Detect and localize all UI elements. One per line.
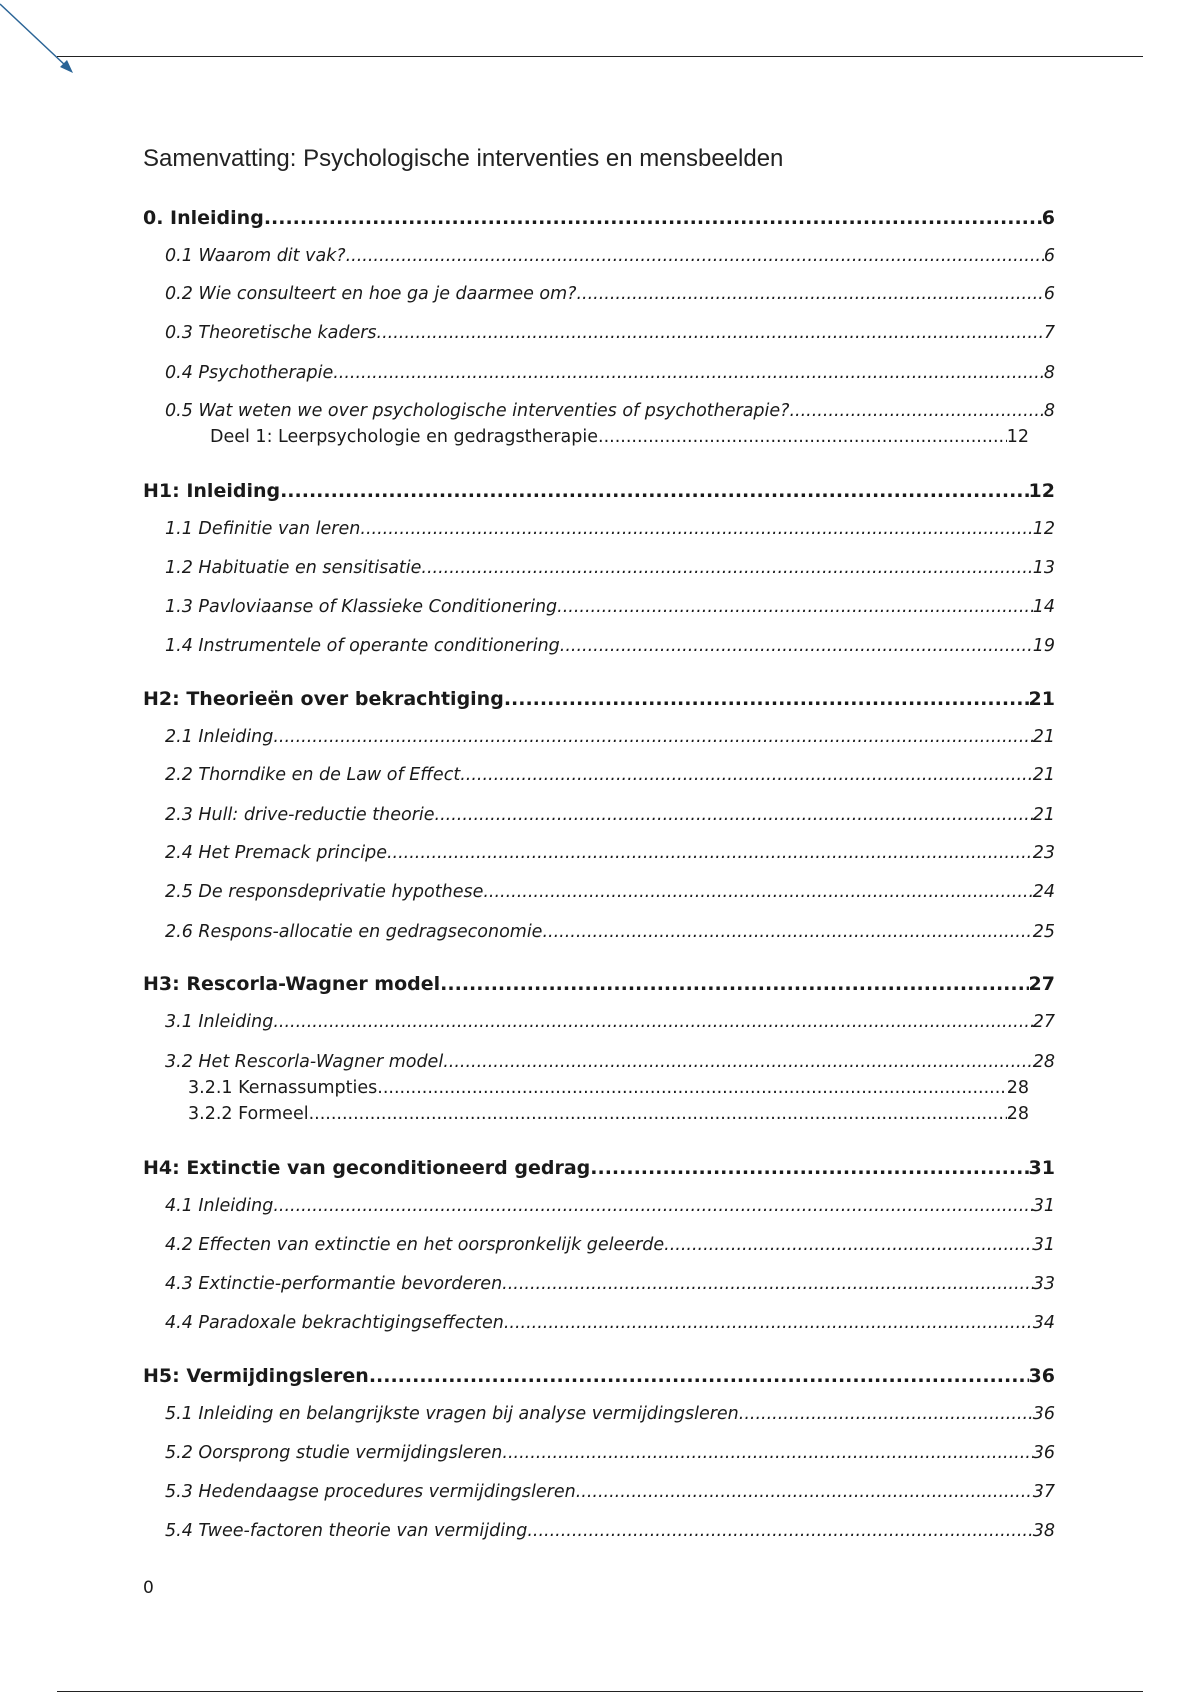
dot-leader xyxy=(421,558,1032,579)
toc-entry-label: 4.4 Paradoxale bekrachtigingseffecten xyxy=(165,1313,504,1333)
dot-leader xyxy=(346,246,1044,267)
toc-entry-label: 4.2 Effecten van extinctie en het oorspronkelijk geleerde xyxy=(165,1235,665,1255)
dot-leader xyxy=(333,363,1044,384)
toc-entry-label: 1.3 Pavloviaanse of Klassieke Conditionering xyxy=(165,597,558,617)
toc-entry-5-3[interactable] xyxy=(165,1482,1055,1503)
dot-leader xyxy=(280,480,1028,503)
toc-entry-page: 21 xyxy=(1032,805,1055,825)
toc-entry-label: 1.1 Definitie van leren xyxy=(165,519,361,539)
toc-entry-0-1[interactable] xyxy=(165,246,1055,267)
dot-leader xyxy=(273,1012,1032,1033)
toc-entry-chapter-0[interactable] xyxy=(143,207,1055,230)
toc-entry-1-3[interactable] xyxy=(165,597,1055,618)
dot-leader xyxy=(369,1365,1029,1388)
dot-leader xyxy=(542,922,1032,943)
toc-entry-label: H2: Theorieën over bekrachtiging xyxy=(143,688,504,710)
dot-leader xyxy=(576,1482,1033,1503)
toc-entry-page: 33 xyxy=(1032,1274,1055,1294)
toc-entry-label: 0.4 Psychotherapie xyxy=(165,363,334,383)
dot-leader xyxy=(273,1196,1032,1217)
dot-leader xyxy=(387,843,1033,864)
toc-entry-label: H4: Extinctie van geconditioneerd gedrag xyxy=(143,1157,591,1179)
dot-leader xyxy=(309,1104,1007,1125)
toc-entry-2-2[interactable] xyxy=(165,765,1055,786)
page-number: 0 xyxy=(143,1578,154,1598)
footer-rule xyxy=(57,1691,1143,1692)
toc-entry-label: 1.2 Habituatie en sensitisatie xyxy=(165,558,422,578)
toc-entry-page: 7 xyxy=(1043,323,1055,343)
toc-entry-3-2-1[interactable] xyxy=(188,1078,1029,1099)
toc-entry-chapter-1[interactable] xyxy=(143,480,1055,503)
toc-entry-page: 19 xyxy=(1032,636,1055,656)
toc-entry-page: 36 xyxy=(1028,1365,1055,1387)
dot-leader xyxy=(557,597,1033,618)
toc-entry-1-2[interactable] xyxy=(165,558,1055,579)
toc-entry-page: 13 xyxy=(1032,558,1055,578)
toc-entry-5-4[interactable] xyxy=(165,1521,1055,1542)
toc-entry-label: 2.3 Hull: drive-reductie theorie xyxy=(165,805,435,825)
dot-leader xyxy=(273,727,1032,748)
toc-entry-part-1[interactable] xyxy=(210,427,1029,448)
toc-entry-label: 5.2 Oorsprong studie vermijdingsleren xyxy=(165,1443,503,1463)
toc-entry-page: 36 xyxy=(1032,1404,1055,1424)
toc-entry-label: 4.3 Extinctie-performantie bevorderen xyxy=(165,1274,503,1294)
toc-entry-label: 5.1 Inleiding en belangrijkste vragen bij analyse vermijdingsleren xyxy=(165,1404,739,1424)
dot-leader xyxy=(576,284,1043,305)
dot-leader xyxy=(504,688,1029,711)
toc-entry-2-6[interactable] xyxy=(165,922,1055,943)
toc-entry-label: 0.2 Wie consulteert en hoe ga je daarmee om? xyxy=(165,284,577,304)
toc-entry-page: 25 xyxy=(1032,922,1055,942)
dot-leader xyxy=(664,1235,1033,1256)
toc-entry-4-2[interactable] xyxy=(165,1235,1055,1256)
toc-entry-page: 31 xyxy=(1028,1157,1055,1179)
toc-entry-page: 36 xyxy=(1032,1443,1055,1463)
toc-entry-page: 27 xyxy=(1028,973,1055,995)
toc-entry-label: 2.6 Respons-allocatie en gedragseconomie xyxy=(165,922,543,942)
toc-entry-page: 21 xyxy=(1028,688,1055,710)
dot-leader xyxy=(504,1313,1033,1334)
toc-entry-chapter-3[interactable] xyxy=(143,973,1055,996)
document-title: Samenvatting: Psychologische interventies en mensbeelden xyxy=(143,145,784,172)
toc-entry-page: 14 xyxy=(1032,597,1055,617)
dot-leader xyxy=(377,323,1044,344)
toc-entry-page: 6 xyxy=(1043,246,1055,266)
toc-entry-label: 0. Inleiding xyxy=(143,207,264,229)
toc-entry-label: 0.5 Wat weten we over psychologische interventies of psychotherapie? xyxy=(165,401,790,421)
toc-entry-4-3[interactable] xyxy=(165,1274,1055,1295)
dot-leader xyxy=(527,1521,1032,1542)
dot-leader xyxy=(435,805,1033,826)
toc-entry-page: 8 xyxy=(1043,363,1055,383)
toc-entry-page: 12 xyxy=(1028,480,1055,502)
toc-entry-label: 4.1 Inleiding xyxy=(165,1196,274,1216)
toc-entry-label: Deel 1: Leerpsychologie en gedragstherapie xyxy=(210,427,598,447)
toc-entry-page: 23 xyxy=(1032,843,1055,863)
toc-entry-page: 6 xyxy=(1041,207,1055,229)
toc-entry-label: 3.2 Het Rescorla-Wagner model xyxy=(165,1052,444,1072)
toc-entry-page: 31 xyxy=(1032,1196,1055,1216)
toc-entry-3-1[interactable] xyxy=(165,1012,1055,1033)
toc-entry-0-4[interactable] xyxy=(165,363,1055,384)
toc-entry-0-3[interactable] xyxy=(165,323,1055,344)
toc-entry-label: 3.1 Inleiding xyxy=(165,1012,274,1032)
dot-leader xyxy=(443,1052,1033,1073)
toc-entry-label: 2.1 Inleiding xyxy=(165,727,274,747)
dot-leader xyxy=(264,207,1042,230)
toc-entry-page: 6 xyxy=(1043,284,1055,304)
toc-entry-page: 27 xyxy=(1032,1012,1055,1032)
toc-entry-label: 5.3 Hedendaagse procedures vermijdingsleren xyxy=(165,1482,576,1502)
toc-entry-chapter-4[interactable] xyxy=(143,1157,1055,1180)
toc-entry-2-4[interactable] xyxy=(165,843,1055,864)
dot-leader xyxy=(440,973,1028,996)
toc-entry-page: 34 xyxy=(1032,1313,1055,1333)
toc-entry-label: 2.4 Het Premack principe xyxy=(165,843,387,863)
toc-entry-0-5[interactable] xyxy=(165,401,1055,422)
toc-entry-label: 2.5 De responsdeprivatie hypothese xyxy=(165,882,484,902)
toc-entry-page: 28 xyxy=(1032,1052,1055,1072)
dot-leader xyxy=(460,765,1033,786)
toc-entry-3-2-2[interactable] xyxy=(188,1104,1029,1125)
toc-entry-5-2[interactable] xyxy=(165,1443,1055,1464)
dot-leader xyxy=(502,1443,1032,1464)
toc-entry-page: 37 xyxy=(1032,1482,1055,1502)
toc-entry-label: H5: Vermijdingsleren xyxy=(143,1365,369,1387)
toc-entry-page: 38 xyxy=(1032,1521,1055,1541)
toc-entry-page: 31 xyxy=(1032,1235,1055,1255)
toc-entry-page: 21 xyxy=(1032,765,1055,785)
toc-entry-page: 21 xyxy=(1032,727,1055,747)
toc-entry-4-4[interactable] xyxy=(165,1313,1055,1334)
toc-entry-2-3[interactable] xyxy=(165,805,1055,826)
toc-entry-1-4[interactable] xyxy=(165,636,1055,657)
toc-entry-2-1[interactable] xyxy=(165,727,1055,748)
dot-leader xyxy=(590,1157,1028,1180)
toc-entry-2-5[interactable] xyxy=(165,882,1055,903)
toc-entry-page: 28 xyxy=(1006,1078,1029,1098)
dot-leader xyxy=(560,636,1033,657)
toc-entry-label: 0.1 Waarom dit vak? xyxy=(165,246,346,266)
toc-entry-chapter-5[interactable] xyxy=(143,1365,1055,1388)
dot-leader xyxy=(739,1404,1033,1425)
toc-entry-0-2[interactable] xyxy=(165,284,1055,305)
toc-entry-4-1[interactable] xyxy=(165,1196,1055,1217)
toc-entry-label: 3.2.2 Formeel xyxy=(188,1104,309,1124)
toc-entry-3-2[interactable] xyxy=(165,1052,1055,1073)
toc-entry-page: 8 xyxy=(1043,401,1055,421)
dot-leader xyxy=(483,882,1032,903)
toc-entry-label: 2.2 Thorndike en de Law of Effect xyxy=(165,765,461,785)
toc-entry-1-1[interactable] xyxy=(165,519,1055,540)
toc-entry-label: 0.3 Theoretische kaders xyxy=(165,323,377,343)
toc-entry-label: 3.2.1 Kernassumpties xyxy=(188,1078,378,1098)
toc-entry-label: 1.4 Instrumentele of operante conditionering xyxy=(165,636,560,656)
toc-entry-label: H3: Rescorla-Wagner model xyxy=(143,973,441,995)
toc-entry-page: 28 xyxy=(1006,1104,1029,1124)
toc-entry-page: 12 xyxy=(1006,427,1029,447)
dot-leader xyxy=(789,401,1043,422)
toc-entry-label: 5.4 Twee-factoren theorie van vermijding xyxy=(165,1521,528,1541)
dot-leader xyxy=(377,1078,1006,1099)
toc-entry-chapter-2[interactable] xyxy=(143,688,1055,711)
toc-entry-page: 12 xyxy=(1032,519,1055,539)
dot-leader xyxy=(598,427,1007,448)
dot-leader xyxy=(502,1274,1033,1295)
toc-entry-label: H1: Inleiding xyxy=(143,480,281,502)
toc-entry-5-1[interactable] xyxy=(165,1404,1055,1425)
toc-entry-page: 24 xyxy=(1032,882,1055,902)
dot-leader xyxy=(360,519,1032,540)
